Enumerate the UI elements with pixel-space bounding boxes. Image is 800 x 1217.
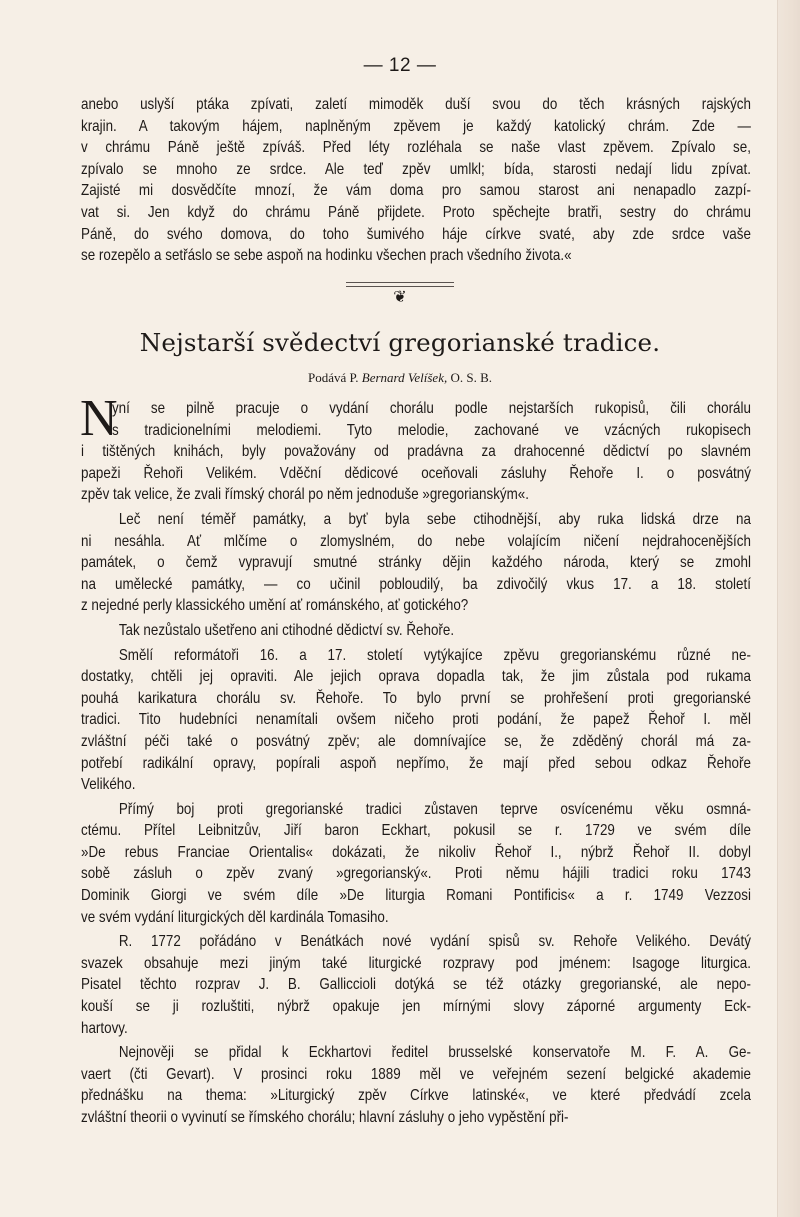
text-line: Zajisté mi dosvědčíte mnozí, že vám doma pro samou starost ani nenapadlo zazpí-	[81, 182, 751, 200]
text-line: Dominik Giorgi ve svém díle »De liturgia Romani Pontificis« a r. 1749 Vezzosi	[81, 887, 751, 905]
text-line: tradici. Tito hudebníci nenamítali ovšem ničeho proti podání, že papež Řehoř I. měl	[81, 711, 751, 729]
text-line: hartovy.	[81, 1019, 128, 1037]
text-line: zpěv tak velice, že zvali římský chorál po něm jednoduše »gregorianským«.	[81, 486, 529, 504]
article-title: Nejstarší svědectví gregorianské tradice.	[139, 328, 661, 357]
text-line: ve svém vydání liturgických děl kardinála Tomasiho.	[81, 908, 389, 926]
text-line: potřebí radikální opravy, popírali aspoň nepřímo, že mají před sebou odkaz Řehoře	[81, 754, 751, 772]
text-line: Páně, do svého domova, do toho šumivého háje církve svaté, aby zde srdce vaše	[81, 225, 751, 243]
paragraph	[81, 1042, 751, 1128]
text-line: i tištěných knihách, byly považovány od pradávna za drahocenné dědictví po slavném	[81, 443, 751, 461]
text-line: papeži Řehoři Velikém. Vděční dědicové oceňovali zásluhy Řehoře I. o posvátný	[81, 464, 751, 482]
ornament-divider	[0, 282, 800, 305]
text-line: zvláštní péči také o posvátný zpěv; ale domnívajíce se, že zděděný chorál má za-	[81, 732, 751, 750]
paragraph	[81, 645, 751, 796]
text-line: ni nesáhla. Ať mlčíme o zlomyslném, do nebe volajícím ničení nejdrahocenějších	[81, 532, 751, 550]
byline-prefix: Podává P.	[307, 370, 359, 385]
page-number: — 12 —	[363, 55, 437, 76]
drop-cap: N	[80, 390, 118, 447]
text-line: Nejnověji se přidal k Eckhartovi ředitel brusselské konservatoře M. F. A. Ge-	[118, 1044, 751, 1062]
text-line: sobě zásluh o zpěv zvaný »gregorianský«. Proti němu hájili tradici roku 1743	[81, 865, 751, 883]
text-line: Přímý boj proti gregorianské tradici zůstaven teprve osvícenému věku osmná-	[118, 800, 751, 818]
text-line: Smělí reformátoři 16. a 17. století vytýkajíce zpěvu gregorianskému různé ne-	[118, 646, 751, 664]
intro-paragraph	[81, 94, 751, 267]
text-line: vaert (čti Gevart). V prosinci roku 1889 měl ve veřejném sezení belgické akademie	[81, 1065, 751, 1083]
text-line: na umělecké památky, — co učinil pobloudilý, ba zdivočilý vkus 17. a 18. století	[81, 575, 751, 593]
text-line: přednášku na thema: »Liturgický zpěv Církve latinské«, ve které předvádí zcela	[81, 1087, 751, 1105]
text-line: Tak nezůstalo ušetřeno ani ctihodné dědictví sv. Řehoře.	[118, 621, 455, 639]
text-line: ctému. Přítel Leibnitzův, Jiří baron Eckhart, pokusil se r. 1729 ve svém díle	[81, 822, 751, 840]
text-line: s tradicionelními melodiemi. Tyto melodie, zachované ve vzácných rukopisech	[111, 421, 751, 439]
text-line: zvláštní theorii o vyvinutí se římského chorálu; hlavní zásluhy o jeho vypěstění při-	[81, 1109, 569, 1126]
paragraph	[81, 799, 751, 929]
byline-suffix: O. S. B.	[450, 370, 493, 385]
text-line: památek, o čemž vypravují smutné stránky dějin každého národa, který se zmohl	[81, 554, 751, 572]
text-line: dostatky, chtěli jej opraviti. Ale jejich oprava dopadla tak, že jim zůstala pod rukama	[81, 668, 751, 686]
text-line: Pisatel těchto rozprav J. B. Galliccioli dotýká se též otázky gregorianské, ale nepo-	[81, 976, 751, 994]
paragraph	[81, 931, 751, 1039]
article-body	[80, 390, 751, 1129]
text-line: kouší se ji rozluštiti, nýbrž opakuje jen mírnými slovy záporné argumenty Eck-	[81, 998, 751, 1016]
text-line: vat si. Jen když do chrámu Páně přijdete. Proto spěchejte bratři, sestry do chrámu	[81, 203, 751, 221]
byline-author: Bernard Velíšek,	[361, 370, 448, 385]
fleuron-icon: ❦	[393, 287, 407, 306]
text-line: pouhá karikatura chorálu sv. Řehoře. To bylo první se prohřešení proti gregorianské	[81, 689, 751, 707]
text-line: krajin. A takovým hájem, naplněným zpěvem je každý katolický chrám. Zde —	[81, 117, 751, 135]
text-line: se rozepělo a setřáslo se sebe aspoň na hodinku všechen prach všedního života.«	[81, 247, 572, 265]
text-line: anebo uslyší ptáka zpívati, zaletí mimoděk duší svou do těch krásných rajských	[81, 96, 751, 113]
text-line: yní se pilně pracuje o vydání chorálu podle nejstarších rukopisů, čili chorálu	[111, 400, 751, 417]
page-edge	[777, 0, 800, 1217]
article-byline	[0, 370, 800, 386]
text-line: zpívalo se mnoho ze srdce. Ale teď zpěv umlkl; bída, starosti nedají lidu zpívat.	[81, 160, 751, 178]
paragraph	[81, 509, 751, 617]
text-line: v chrámu Páně ještě zpíváš. Před léty rozléhala se naše vlast zpěvem. Zpívalo se,	[81, 139, 751, 157]
text-line: z nejedné perly klassického umění ať románského, ať gotického?	[81, 597, 469, 615]
text-line: Velikého.	[81, 776, 136, 794]
paragraph	[81, 620, 751, 642]
text-line: Leč není téměř památky, a byť byla sebe ctihodnější, aby ruka lidská drze na	[118, 510, 751, 528]
text-line: R. 1772 pořádáno v Benátkách nové vydání spisů sv. Rehoře Velikého. Devátý	[118, 933, 751, 951]
text-line: svazek obsahuje mezi jiným také liturgické rozpravy pod jménem: Isagoge liturgica.	[81, 954, 751, 972]
text-line: »De rebus Franciae Orientalis« dokázati, že nikoliv Řehoř I., nýbrž Řehoř II. dobyl	[81, 843, 751, 861]
paragraph	[80, 390, 751, 506]
